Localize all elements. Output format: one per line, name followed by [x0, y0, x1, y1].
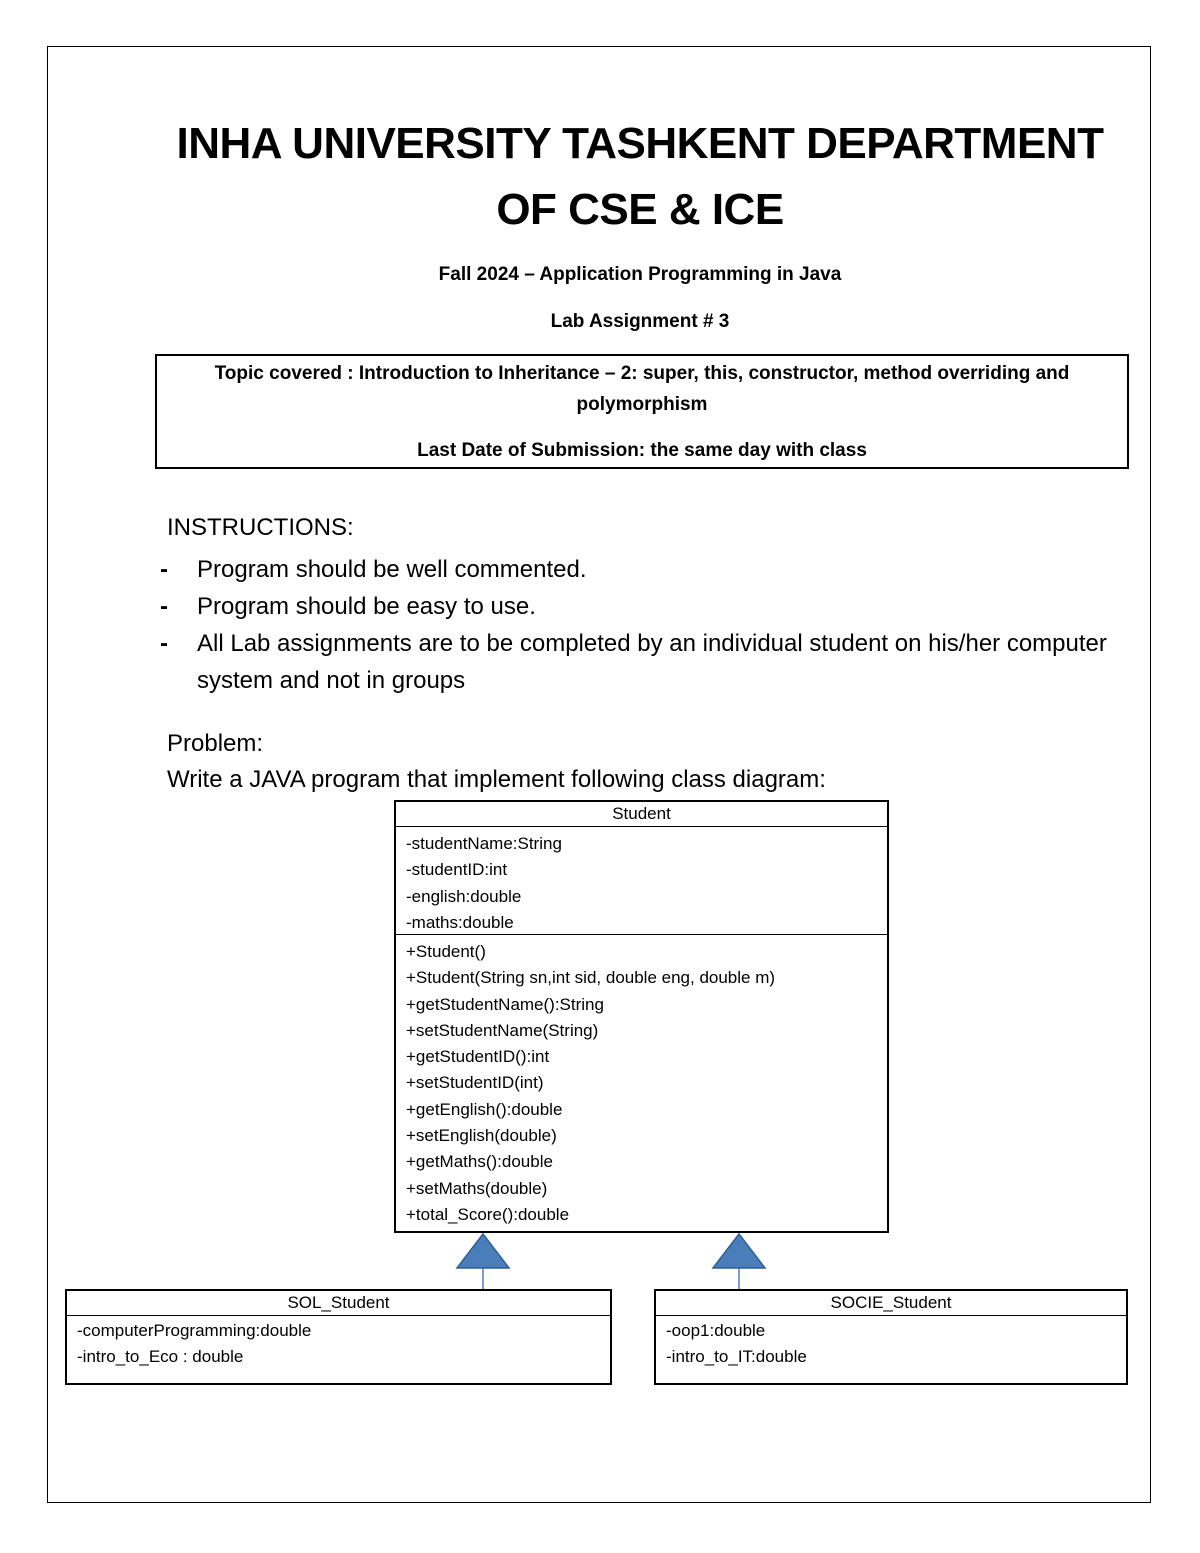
list-item	[160, 625, 1140, 699]
class-name: SOCIE_Student	[656, 1291, 1126, 1316]
attribute: -studentName:String	[406, 834, 562, 853]
topic-box	[155, 354, 1129, 469]
instruction-text: All Lab assignments are to be completed by an individual student on his/her computer system and not in groups	[197, 630, 1107, 694]
method: +Student()	[406, 942, 486, 961]
bullet-dash: -	[160, 630, 168, 657]
method: +setEnglish(double)	[406, 1126, 557, 1146]
list-item	[160, 588, 1140, 625]
class-name: Student	[396, 802, 887, 827]
method: +getMaths():double	[406, 1152, 553, 1172]
student-class-box	[394, 800, 889, 1233]
topic-covered: Topic covered : Introduction to Inheritance – 2: super, this, constructor, method overriding and polymorphism	[214, 363, 1070, 415]
attributes-section	[67, 1316, 610, 1375]
lab-assignment-number: Lab Assignment # 3	[550, 311, 730, 332]
bullet-dash: -	[160, 593, 168, 620]
method: +total_Score():double	[406, 1204, 570, 1224]
attribute: -english:double	[406, 886, 522, 906]
method: +getEnglish():double	[406, 1099, 563, 1119]
socie-student-class-box	[654, 1289, 1128, 1385]
instruction-text: Program should be easy to use.	[197, 593, 536, 620]
attribute: -studentID:int	[406, 860, 508, 880]
submission-deadline: Last Date of Submission: the same day with class	[417, 440, 867, 461]
attribute: -intro_to_IT:double	[666, 1347, 807, 1367]
bullet-dash: -	[160, 556, 168, 583]
sol-student-class-box	[65, 1289, 612, 1385]
method: +setMaths(double)	[406, 1178, 548, 1198]
course-semester: Fall 2024 – Application Programming in Java	[438, 264, 842, 285]
method: +setStudentID(int)	[406, 1073, 544, 1093]
instructions-list	[160, 551, 1140, 699]
attribute: -intro_to_Eco : double	[77, 1347, 244, 1367]
method: +Student(String sn,int sid, double eng, double m)	[406, 968, 776, 988]
method: +getStudentName():String	[406, 994, 604, 1014]
problem-statement: Write a JAVA program that implement following class diagram:	[167, 766, 826, 793]
methods-section	[396, 935, 887, 1232]
instructions-heading: INSTRUCTIONS:	[167, 514, 354, 541]
document-title-line-2: OF CSE & ICE	[496, 185, 784, 234]
attribute: -oop1:double	[666, 1321, 766, 1340]
class-name: SOL_Student	[67, 1291, 610, 1316]
problem-heading: Problem:	[167, 730, 264, 757]
document-title-line-1: INHA UNIVERSITY TASHKENT DEPARTMENT	[176, 119, 1104, 168]
attributes-section	[656, 1316, 1126, 1375]
attribute: -maths:double	[406, 912, 514, 932]
instruction-text: Program should be well commented.	[197, 556, 587, 583]
method: +getStudentID():int	[406, 1047, 550, 1067]
method: +setStudentName(String)	[406, 1020, 599, 1040]
list-item	[160, 551, 1140, 588]
attribute: -computerProgramming:double	[77, 1321, 312, 1340]
attributes-section	[396, 827, 887, 935]
